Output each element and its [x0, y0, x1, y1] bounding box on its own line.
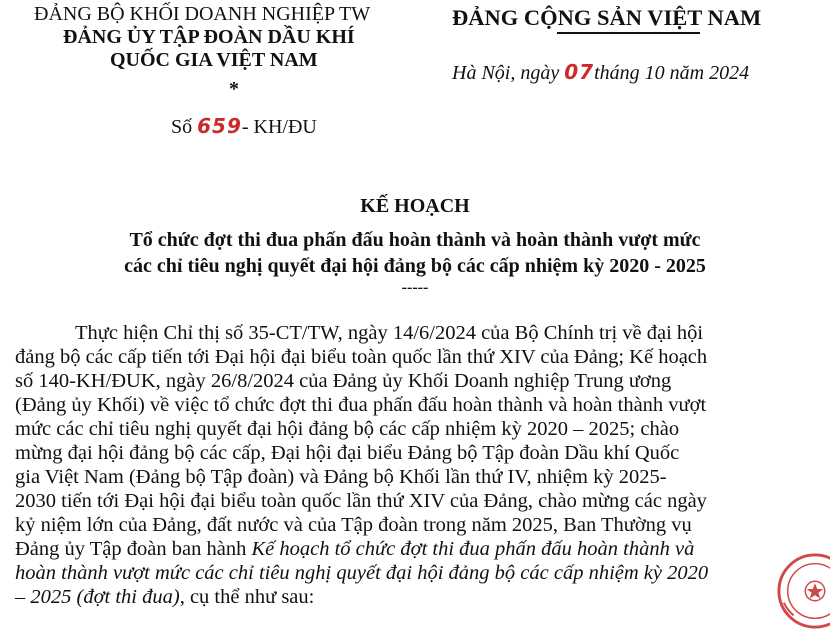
- body-line-10-italic: Kế hoạch tổ chức đợt thi đua phấn đấu hoàn thành và: [251, 538, 695, 560]
- body-line-8: 2030 tiến tới Đại hội đại biểu toàn quốc lần thứ XIV của Đảng, chào mừng các ngày: [15, 490, 707, 512]
- document-subtitle-line2: các chỉ tiêu nghị quyết đại hội đảng bộ các cấp nhiệm kỳ 2020 - 2025: [124, 255, 706, 277]
- red-seal-stamp: [776, 552, 830, 630]
- date-day-handwritten: 07: [564, 60, 595, 84]
- party-name-underline: [557, 32, 700, 34]
- date-prefix: Hà Nội, ngày: [452, 62, 560, 84]
- document-number-handwritten: 659: [197, 114, 242, 138]
- body-line-7: gia Việt Nam (Đảng bộ Tập đoàn) và Đảng bộ Khối lần thứ IV, nhiệm kỳ 2025-: [15, 466, 667, 488]
- document-number: [171, 114, 317, 139]
- document-type-title: KẾ HOẠCH: [360, 195, 470, 217]
- party-name: ĐẢNG CỘNG SẢN VIỆT NAM: [452, 5, 762, 30]
- body-line-2: đảng bộ các cấp tiến tới Đại hội đại biểu toàn quốc lần thứ XIV của Đảng; Kế hoạch: [15, 346, 708, 368]
- body-line-10: [15, 538, 694, 561]
- body-line-12: [15, 586, 314, 609]
- body-line-9: kỷ niệm lớn của Đảng, đất nước và của Tập đoàn trong năm 2025, Ban Thường vụ: [15, 514, 692, 536]
- document-number-suffix: - KH/ĐU: [241, 116, 317, 138]
- body-line-10-normal: Đảng ủy Tập đoàn ban hành: [15, 538, 247, 560]
- body-line-3: số 140-KH/ĐUK, ngày 26/8/2024 của Đảng ủy Khối Doanh nghiệp Trung ương: [15, 370, 672, 392]
- document-subtitle-line1: Tổ chức đợt thi đua phấn đấu hoàn thành và hoàn thành vượt mức: [129, 229, 701, 251]
- issuing-org-line1: ĐẢNG BỘ KHỐI DOANH NGHIỆP TW: [34, 3, 371, 25]
- body-line-5: mức các chỉ tiêu nghị quyết đại hội đảng bộ các cấp nhiệm kỳ 2020 – 2025; chào: [15, 418, 680, 440]
- title-separator: -----: [401, 279, 429, 296]
- body-line-12-italic: – 2025 (đợt thi đua): [15, 586, 180, 608]
- header-star: *: [229, 78, 239, 100]
- body-line-11: hoàn thành vượt mức các chỉ tiêu nghị quyết đại hội đảng bộ các cấp nhiệm kỳ 2020: [15, 562, 709, 584]
- document-number-prefix: Số: [171, 116, 193, 138]
- body-line-6: mừng đại hội đảng bộ các cấp, Đại hội đại biểu Đảng bộ Tập đoàn Dầu khí Quốc: [15, 442, 680, 464]
- body-line-1: Thực hiện Chỉ thị số 35-CT/TW, ngày 14/6/2024 của Bộ Chính trị về đại hội: [75, 322, 704, 344]
- issuing-org-line2: ĐẢNG ỦY TẬP ĐOÀN DẦU KHÍ: [63, 26, 355, 48]
- date-suffix: tháng 10 năm 2024: [594, 62, 750, 84]
- body-line-12-normal: , cụ thể như sau:: [179, 586, 315, 608]
- issue-date: [452, 60, 749, 85]
- body-line-4: (Đảng ủy Khối) về việc tổ chức đợt thi đua phấn đấu hoàn thành và hoàn thành vượt: [15, 394, 707, 416]
- issuing-org-line3: QUỐC GIA VIỆT NAM: [110, 49, 318, 71]
